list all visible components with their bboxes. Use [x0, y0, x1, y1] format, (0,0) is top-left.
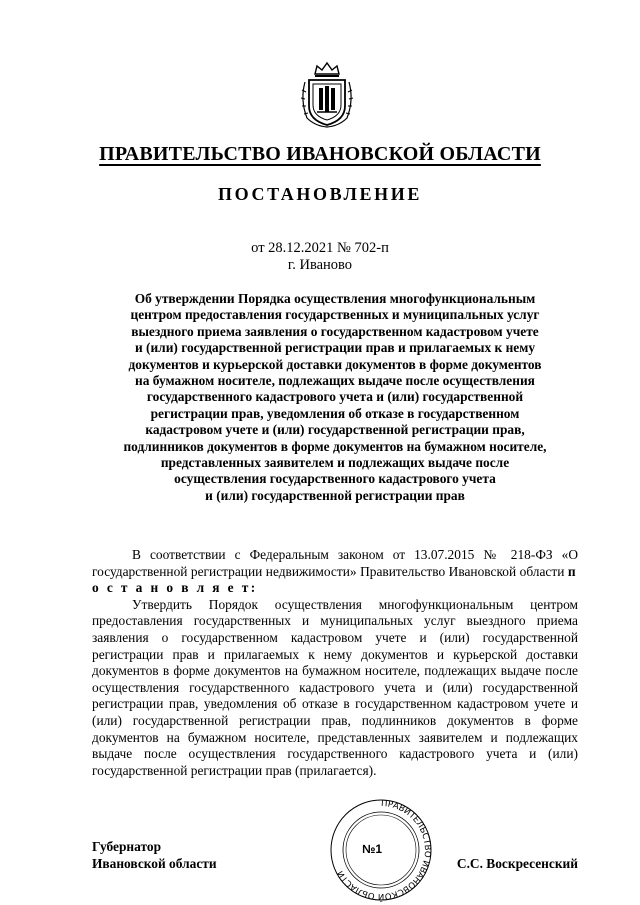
signer-position-line1: Губернатор — [92, 839, 162, 854]
document-type: ПОСТАНОВЛЕНИЕ — [218, 184, 422, 204]
signer-position-line2: Ивановской области — [92, 856, 217, 871]
subject-line: выездного приема заявления о государственном кадастровом учете — [131, 323, 539, 339]
subject-line: кадастровом учете и (или) государственной регистрации прав, — [145, 422, 525, 438]
subject-line: на бумажном носителе, подлежащих выдаче после осуществления — [135, 373, 535, 389]
subject-line: центром предоставления государственных и муниципальных услуг — [130, 307, 540, 323]
resolves-word: п о с т а н о в л я е т: — [92, 563, 578, 596]
document-subject — [92, 291, 578, 504]
date-block — [0, 240, 640, 274]
subject-line: документов и курьерской доставки документов в форме документов — [128, 356, 542, 372]
signer-name: С.С. Воскресенский — [456, 856, 578, 871]
preamble-text: В соответствии с Федеральным законом от 13.07.2015 № 218-ФЗ «О государственной регистрации недвижимости» Правительство Ивановской области — [92, 547, 578, 579]
government-title-text: ПРАВИТЕЛЬСТВО ИВАНОВСКОЙ ОБЛАСТИ — [99, 143, 541, 165]
subject-line: и (или) государственной регистрации прав и прилагаемых к нему — [134, 340, 536, 356]
resolution-paragraph: Утвердить Порядок осуществления многофункциональным центром предоставления государственных и муниципальных услуг выездного приема заявления о государственном кадастровом учете и (или) государственной регистрации прав и прилагаемых к нему документов и курьерской доставки документов в форме документов на бумажном носителе, подлежащих выдаче после осуществления государственного кадастрового учета и (или) государственной регистрации прав, уведомления об отказе в государственном кадастровом учете и (или) государственной регистрации прав, подлинников документов в форме документов на бумажном носителе, представленных заявителем и подлежащих выдаче после осуществления государственного кадастрового учета и (или) государственной регистрации прав (прилагается). — [92, 596, 578, 778]
subject-line: подлинников документов в форме документов на бумажном носителе, — [123, 438, 547, 454]
subject-line: Об утверждении Порядка осуществления многофункциональным — [134, 291, 536, 306]
document-body — [92, 547, 578, 779]
preamble-paragraph — [92, 547, 578, 597]
government-title — [0, 143, 640, 166]
subject-line: и (или) государственной регистрации прав — [205, 487, 465, 503]
seal-number: №1 — [362, 842, 383, 856]
subject-line: представленных заявителем и подлежащих выдаче после — [160, 455, 510, 471]
date-number: от 28.12.2021 № 702-п — [251, 240, 389, 256]
seal-ring-text: ПРАВИТЕЛЬСТВО ИВАНОВСКОЙ ОБЛАСТИ — [335, 798, 433, 902]
subject-line: государственного кадастрового учета и (или) государственной — [146, 389, 524, 405]
subject-line: регистрации прав, уведомления об отказе в государственном — [150, 405, 520, 421]
city: г. Иваново — [287, 257, 353, 273]
subject-line: осуществления государственного кадастрового учета — [174, 471, 496, 487]
coat-of-arms-icon — [297, 60, 357, 128]
